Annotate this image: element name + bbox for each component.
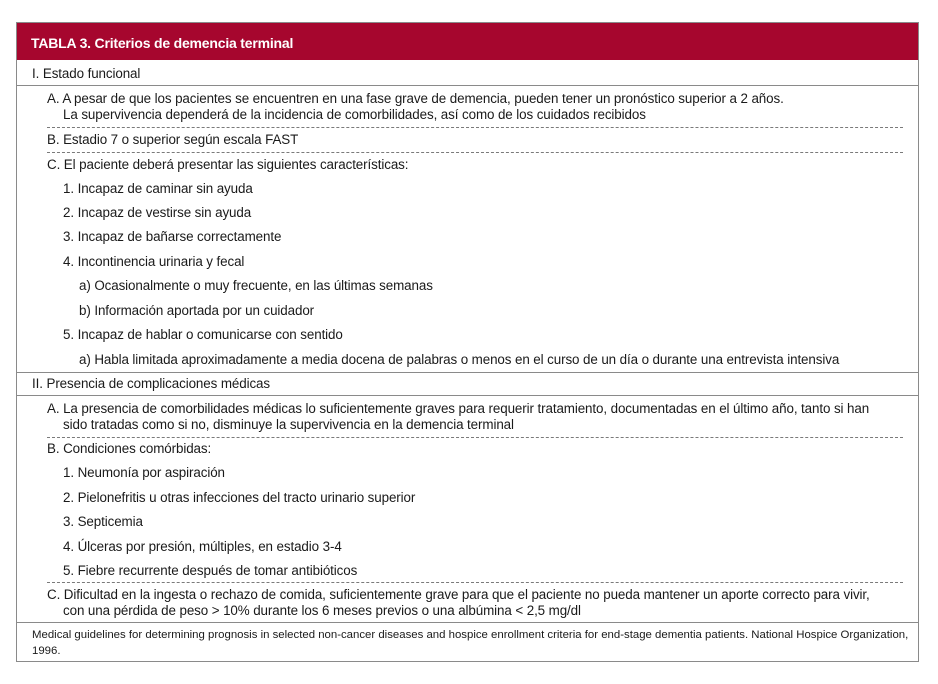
s2-criterion-b: B. Condiciones comórbidas: xyxy=(47,441,212,456)
s1-criterion-c: C. El paciente deberá presentar las siguientes características: xyxy=(47,157,409,172)
s1-criterion-a-line1: A. A pesar de que los pacientes se encuentren en una fase grave de demencia, pueden tener un pronóstico superior a 2 años. xyxy=(47,91,784,106)
section-1-heading: I. Estado funcional xyxy=(32,66,141,81)
list-item: 1. Neumonía por aspiración xyxy=(63,465,225,480)
list-subitem: b) Información aportada por un cuidador xyxy=(79,303,315,318)
divider xyxy=(17,372,918,373)
list-subitem: a) Ocasionalmente o muy frecuente, en las últimas semanas xyxy=(79,278,433,293)
list-subitem: a) Habla limitada aproximadamente a media docena de palabras o menos en el curso de un día o durante una entrevista intensiva xyxy=(79,352,840,367)
list-item: 3. Incapaz de bañarse correctamente xyxy=(63,229,282,244)
s2-criterion-a-line1: A. La presencia de comorbilidades médicas lo suficientemente graves para requerir tratamiento, documentadas en el último año, tanto si han xyxy=(47,401,870,416)
table-footnote: Medical guidelines for determining prognosis in selected non-cancer diseases and hospice enrollment criteria for end-stage dementia patients. National Hospice Organization, 1996. xyxy=(32,629,909,657)
divider xyxy=(17,622,918,623)
s2-criterion-a-line2: sido tratadas como si no, disminuye la supervivencia en la demencia terminal xyxy=(63,417,514,432)
list-item: 3. Septicemia xyxy=(63,514,143,529)
table-title: TABLA 3. Criterios de demencia terminal xyxy=(17,23,918,60)
list-item: 4. Incontinencia urinaria y fecal xyxy=(63,254,245,269)
divider xyxy=(17,395,918,396)
dashed-divider xyxy=(47,127,903,128)
list-item: 4. Úlceras por presión, múltiples, en estadio 3-4 xyxy=(63,539,342,554)
list-item: 5. Fiebre recurrente después de tomar antibióticos xyxy=(63,563,358,578)
s2-criterion-c-line1: C. Dificultad en la ingesta o rechazo de comida, suficientemente grave para que el paciente no pueda mantener un aporte correcto para vivir, xyxy=(47,587,870,602)
section-2-heading: II. Presencia de complicaciones médicas xyxy=(32,376,270,391)
list-item: 2. Pielonefritis u otras infecciones del tracto urinario superior xyxy=(63,490,416,505)
s2-criterion-c-line2: con una pérdida de peso > 10% durante los 6 meses previos o una albúmina < 2,5 mg/dl xyxy=(63,603,581,618)
s1-criterion-b: B. Estadio 7 o superior según escala FAST xyxy=(47,132,299,147)
s1-criterion-a-line2: La supervivencia dependerá de la incidencia de comorbilidades, así como de los cuidados recibidos xyxy=(63,107,646,122)
list-item: 5. Incapaz de hablar o comunicarse con sentido xyxy=(63,327,343,342)
list-item: 1. Incapaz de caminar sin ayuda xyxy=(63,181,253,196)
criteria-table xyxy=(16,22,919,662)
divider xyxy=(17,85,918,86)
dashed-divider xyxy=(47,152,903,153)
dashed-divider xyxy=(47,582,903,583)
dashed-divider xyxy=(47,437,903,438)
list-item: 2. Incapaz de vestirse sin ayuda xyxy=(63,205,252,220)
